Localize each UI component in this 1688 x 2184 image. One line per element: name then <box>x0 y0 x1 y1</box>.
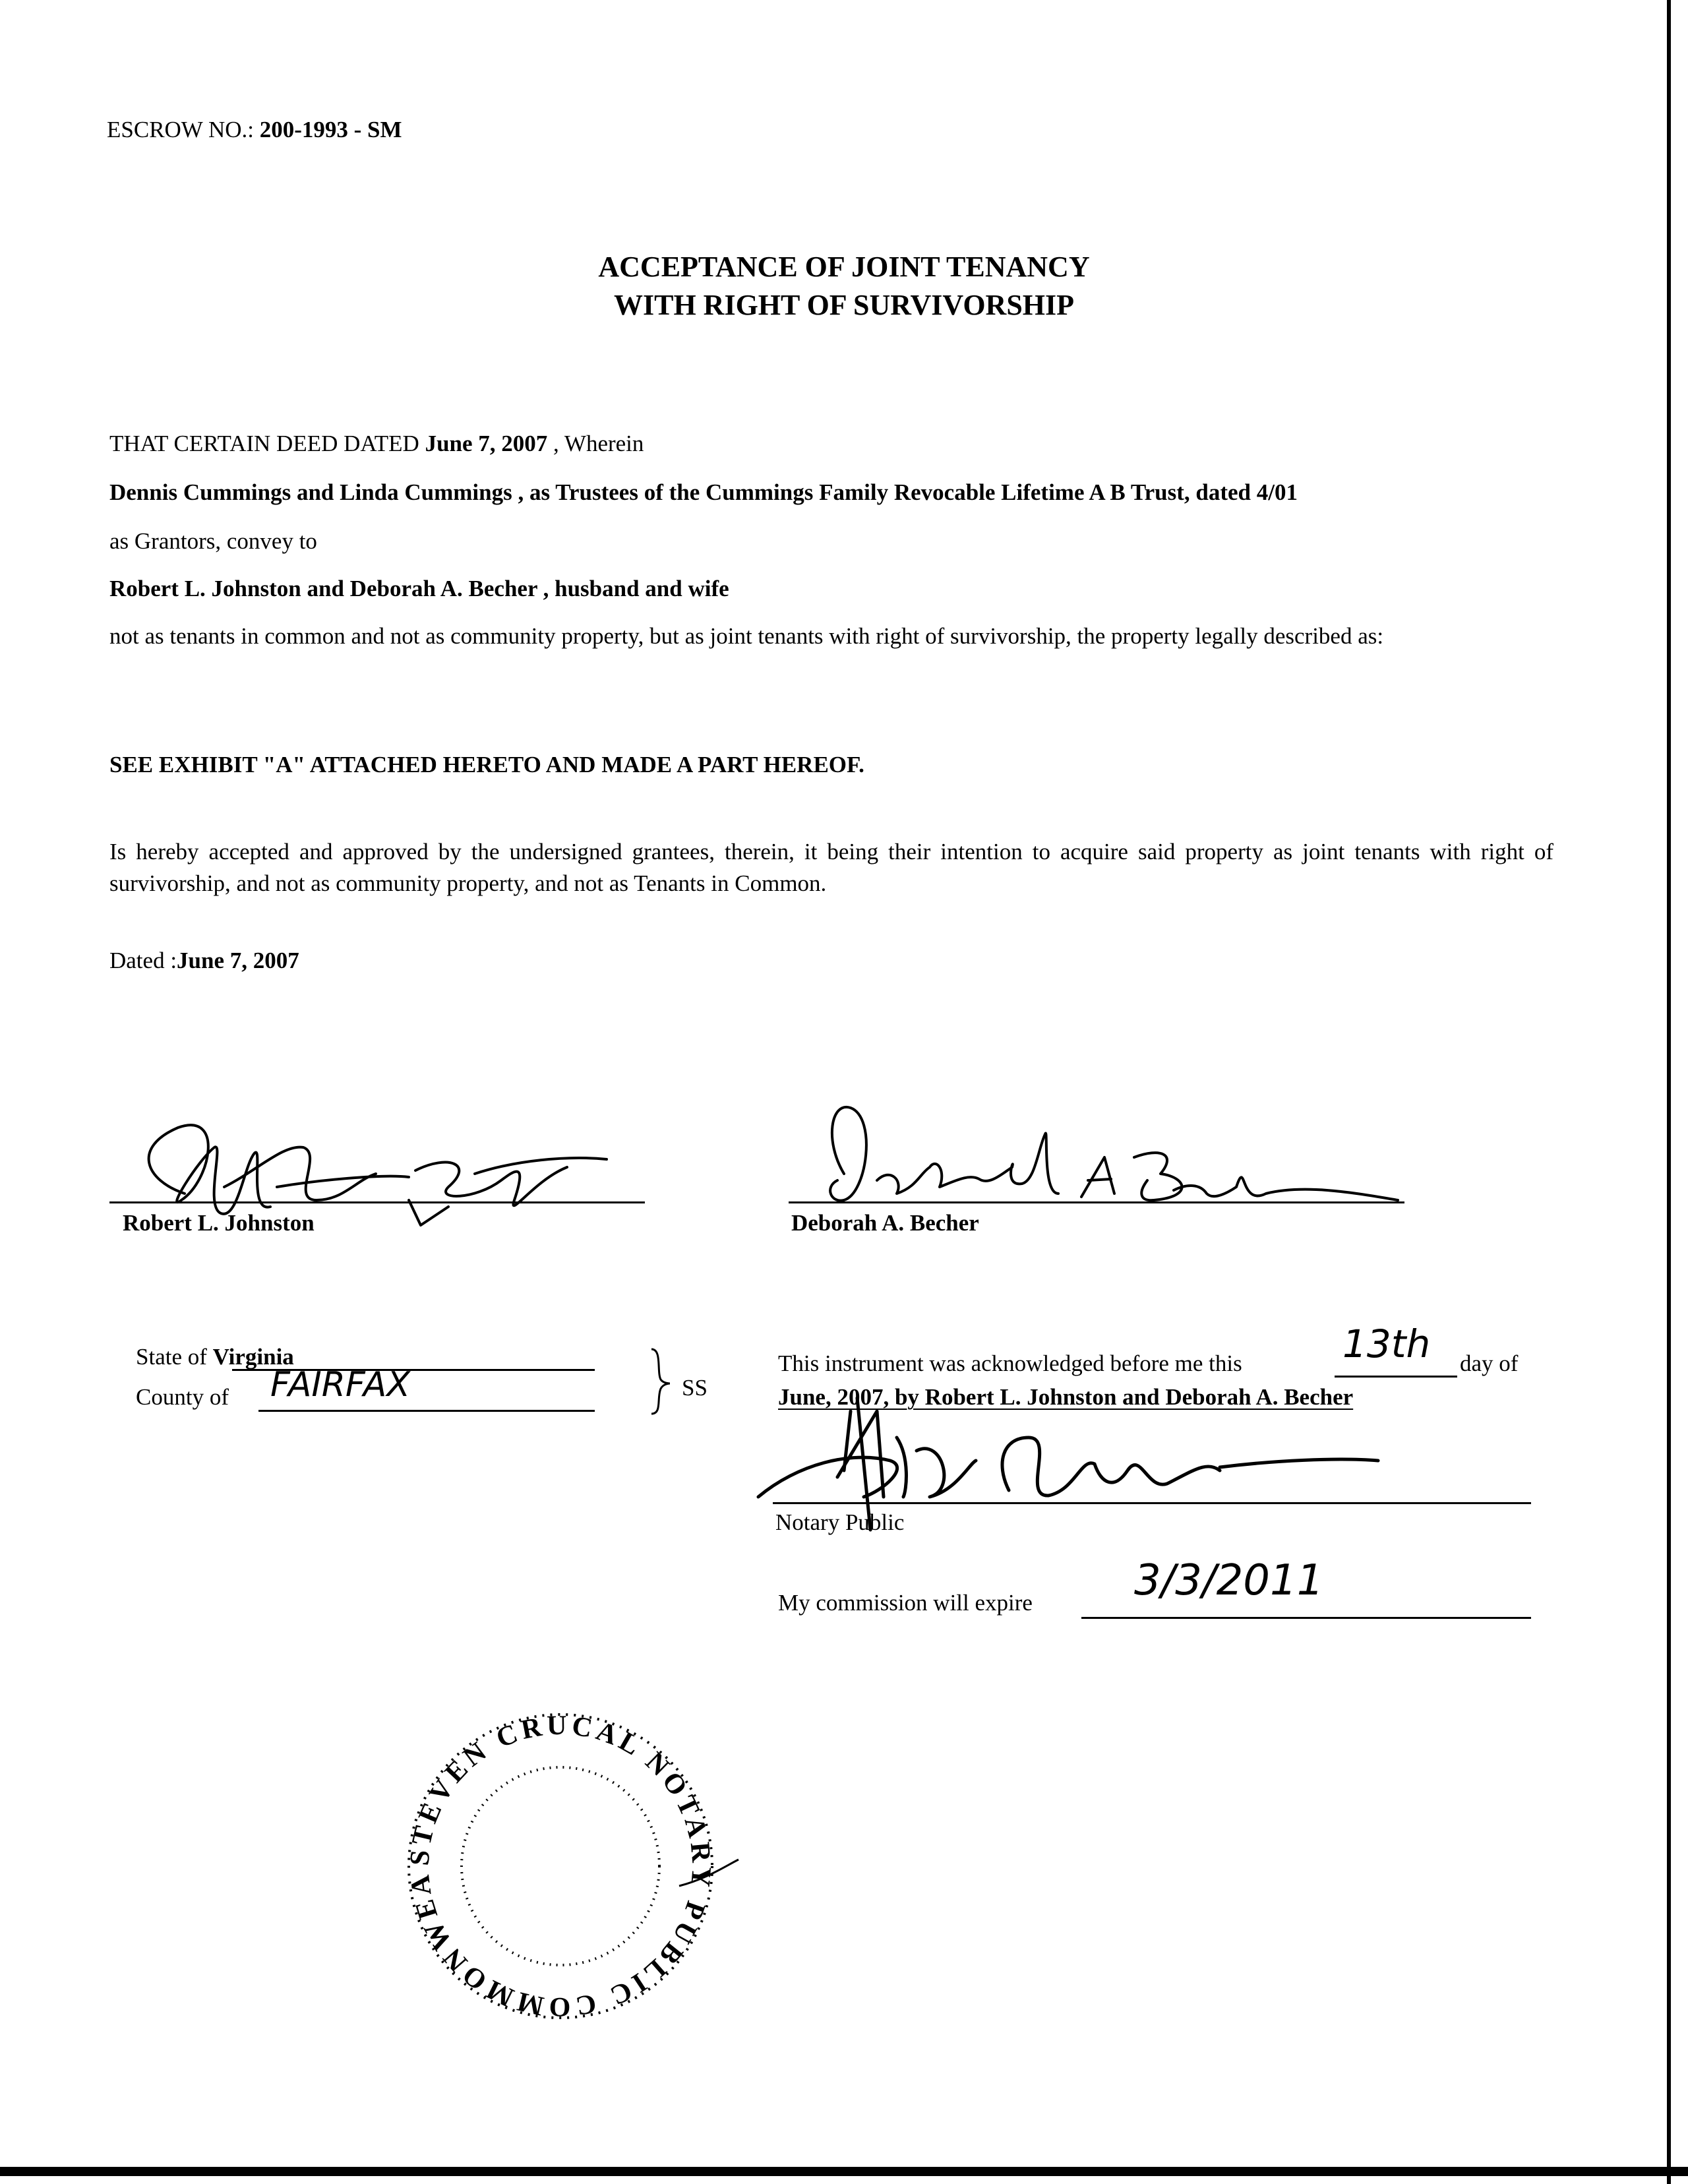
dated-value: June 7, 2007 <box>177 948 299 973</box>
deed-intro-text: THAT CERTAIN DEED DATED <box>109 431 425 456</box>
county-label: County of <box>136 1384 229 1410</box>
document-title-line-1: ACCEPTANCE OF JOINT TENANCY <box>598 251 1090 283</box>
ss-label: SS <box>682 1375 708 1401</box>
brace-icon <box>648 1345 674 1418</box>
commission-underline <box>1081 1617 1531 1619</box>
page-edge-bottom <box>0 2167 1688 2176</box>
dated-label: Dated : <box>109 948 177 973</box>
commission-expire-label: My commission will expire <box>778 1590 1033 1616</box>
ack-day-underline <box>1335 1376 1457 1378</box>
state-label: State of <box>136 1344 213 1370</box>
convey-text: as Grantors, convey to <box>109 528 317 554</box>
acknowledgment-line-1 <box>778 1347 1242 1380</box>
page-edge-right <box>1667 0 1671 2184</box>
escrow-label: ESCROW NO.: <box>107 117 260 142</box>
grantees: Robert L. Johnston and Deborah A. Becher , husband and wife <box>109 576 729 601</box>
ack-day-handwritten: 13th <box>1342 1321 1431 1366</box>
county-underline <box>258 1410 595 1412</box>
tenancy-clause: not as tenants in common and not as community property, but as joint tenants with right of survivorship, the property legally described as: <box>109 623 1384 649</box>
signer-name-left: Robert L. Johnston <box>123 1210 315 1236</box>
document-title-line-2: WITH RIGHT OF SURVIVORSHIP <box>613 289 1075 321</box>
commission-expire-handwritten: 3/3/2011 <box>1134 1556 1324 1605</box>
notary-seal-icon <box>382 1678 738 2031</box>
state-value: Virginia <box>212 1344 294 1370</box>
county-value-handwritten: FAIRFAX <box>270 1365 410 1405</box>
exhibit-reference: SEE EXHIBIT "A" ATTACHED HERETO AND MADE A PART HEREOF. <box>109 752 864 777</box>
deed-intro <box>109 427 644 460</box>
notary-signature-line <box>773 1502 1531 1504</box>
escrow-number: 200-1993 - SM <box>259 117 402 142</box>
dated-line <box>109 944 299 977</box>
notary-public-label: Notary Public <box>775 1509 905 1535</box>
deed-intro-tail: , Wherein <box>547 431 644 456</box>
ack-day-of: day of <box>1460 1350 1519 1376</box>
ack-text: This instrument was acknowledged before me this <box>778 1350 1242 1376</box>
escrow-line <box>107 113 402 146</box>
acknowledgment-line-2: June, 2007, by Robert L. Johnston and Deborah A. Becher <box>778 1384 1354 1410</box>
grantors: Dennis Cummings and Linda Cummings , as Trustees of the Cummings Family Revocable Lifetime A B Trust, dated 4/01 <box>109 479 1298 505</box>
seal-ring-text: STEVEN CRUCAL NOTARY PUBLIC COMMONWEALTH OF VIRGINIA <box>382 1678 717 2022</box>
acceptance-clause: Is hereby accepted and approved by the undersigned grantees, therein, it being their intention to acquire said property as joint tenants with right of survivorship, and not as community property, and not as Tenants in Common. <box>109 839 1553 896</box>
svg-text:STEVEN CRUCAL NOTARY PUBLIC <box>383 1678 717 2022</box>
deed-date: June 7, 2007 <box>425 431 548 456</box>
signer-name-right: Deborah A. Becher <box>791 1210 979 1236</box>
